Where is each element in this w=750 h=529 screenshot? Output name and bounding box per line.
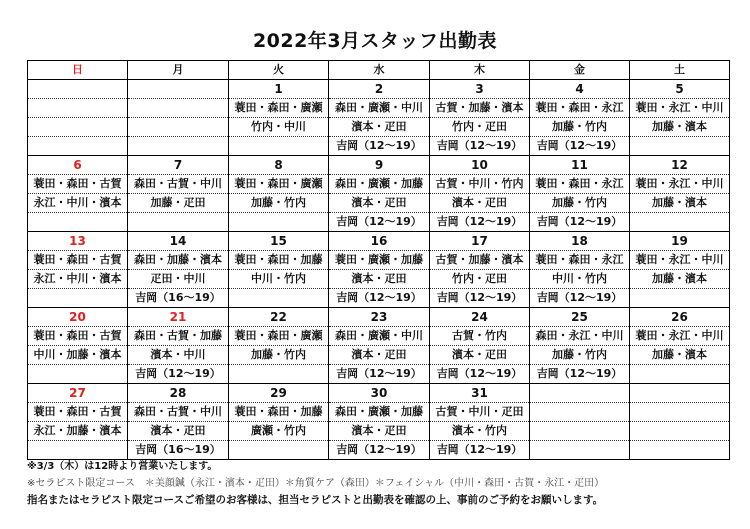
day-number: 19 <box>630 232 730 251</box>
staff-line-3: 吉岡（12〜19） <box>430 365 530 384</box>
week-5-day-number-row <box>28 384 730 403</box>
week-4-day-number-row <box>28 308 730 327</box>
staff-line-1: 森田・廣瀬・中川 <box>329 327 430 346</box>
staff-line-1: 森田・廣瀬・加藤 <box>329 403 430 422</box>
schedule-table <box>27 60 730 460</box>
staff-line-3 <box>28 137 128 156</box>
staff-line-2: 加藤・濱本 <box>630 118 730 137</box>
staff-line-2: 永江・中川・濱本 <box>28 194 128 213</box>
staff-line-3: 吉岡（16〜19） <box>128 441 229 460</box>
staff-line-3: 吉岡（12〜19） <box>430 213 530 232</box>
staff-line-2: 加藤・濱本 <box>630 194 730 213</box>
staff-line-1: 蓑田・森田・加藤 <box>229 403 329 422</box>
day-number: 29 <box>229 384 329 403</box>
reservation-note: 指名またはセラピスト限定コースご希望のお客様は、担当セラピストと出勤表を確認の上、事前のご予約をお願いします。 <box>27 494 604 506</box>
staff-line-3: 吉岡（12〜19） <box>430 441 530 460</box>
staff-line-1 <box>128 99 229 118</box>
day-number: 16 <box>329 232 430 251</box>
staff-line-2: 加藤・竹内 <box>229 346 329 365</box>
staff-line-2: 濱本・疋田 <box>329 422 430 441</box>
week-2-staff-line-2-row <box>28 194 730 213</box>
staff-line-1: 古賀・加藤・濱本 <box>430 251 530 270</box>
staff-line-1: 蓑田・森田・加藤 <box>229 251 329 270</box>
staff-line-2 <box>28 118 128 137</box>
staff-line-1: 蓑田・森田・古賀 <box>28 175 128 194</box>
staff-line-3: 吉岡（12〜19） <box>530 213 630 232</box>
day-number <box>128 80 229 99</box>
staff-line-2: 中川・竹内 <box>229 270 329 289</box>
staff-line-2: 加藤・濱本 <box>630 346 730 365</box>
day-number: 8 <box>229 156 329 175</box>
weekday-header-row <box>28 61 730 80</box>
day-number: 15 <box>229 232 329 251</box>
day-number: 4 <box>530 80 630 99</box>
staff-line-1: 蓑田・森田・廣瀬 <box>229 99 329 118</box>
staff-line-3 <box>630 365 730 384</box>
staff-line-1: 古賀・中川・竹内 <box>430 175 530 194</box>
day-number: 11 <box>530 156 630 175</box>
staff-line-1: 蓑田・森田・永江 <box>530 251 630 270</box>
staff-line-1: 蓑田・森田・古賀 <box>28 327 128 346</box>
staff-line-3: 吉岡（12〜19） <box>329 137 430 156</box>
day-number: 2 <box>329 80 430 99</box>
staff-line-2: 竹内・疋田 <box>430 270 530 289</box>
staff-line-3 <box>229 365 329 384</box>
day-number: 22 <box>229 308 329 327</box>
staff-line-3: 吉岡（12〜19） <box>128 365 229 384</box>
weekday-header-monday: 月 <box>128 61 229 80</box>
staff-line-3: 吉岡（12〜19） <box>530 137 630 156</box>
weekday-header-thursday: 木 <box>430 61 530 80</box>
staff-line-1: 森田・加藤・濱本 <box>128 251 229 270</box>
weekday-header-tuesday: 火 <box>229 61 329 80</box>
staff-line-1: 古賀・中川・疋田 <box>430 403 530 422</box>
day-number: 30 <box>329 384 430 403</box>
day-number <box>530 384 630 403</box>
staff-line-2: 加藤・疋田 <box>128 194 229 213</box>
day-number: 9 <box>329 156 430 175</box>
week-1-staff-line-2-row <box>28 118 730 137</box>
staff-line-1: 蓑田・永江・中川 <box>630 175 730 194</box>
staff-line-1: 蓑田・永江・中川 <box>630 251 730 270</box>
staff-line-2: 濱本・竹内 <box>430 422 530 441</box>
weekday-header-saturday: 土 <box>630 61 730 80</box>
day-number: 3 <box>430 80 530 99</box>
staff-line-2 <box>128 118 229 137</box>
staff-line-2: 廣瀬・竹内 <box>229 422 329 441</box>
staff-line-2: 中川・加藤・濱本 <box>28 346 128 365</box>
staff-line-3 <box>28 289 128 308</box>
day-number: 18 <box>530 232 630 251</box>
page-title: 2022年3月スタッフ出勤表 <box>252 30 498 52</box>
week-5-staff-line-2-row <box>28 422 730 441</box>
staff-line-3 <box>28 213 128 232</box>
staff-line-1: 森田・古賀・中川 <box>128 403 229 422</box>
staff-line-3 <box>630 289 730 308</box>
staff-line-2: 加藤・竹内 <box>530 346 630 365</box>
staff-line-1: 蓑田・永江・中川 <box>630 327 730 346</box>
therapist-course-note: ※セラピスト限定コース ＊美顔鍼（永江・濱本・疋田）＊角質ケア（森田）＊フェイシャル（中川・森田・古賀・永江・疋田） <box>27 478 605 489</box>
week-5-staff-line-1-row <box>28 403 730 422</box>
week-3-staff-line-1-row <box>28 251 730 270</box>
staff-line-3: 吉岡（12〜19） <box>329 441 430 460</box>
day-number: 10 <box>430 156 530 175</box>
day-number: 14 <box>128 232 229 251</box>
staff-line-1 <box>630 403 730 422</box>
staff-line-1: 森田・廣瀬・中川 <box>329 99 430 118</box>
weekday-header-sunday: 日 <box>28 61 128 80</box>
staff-line-3: 吉岡（12〜19） <box>430 137 530 156</box>
staff-line-1: 蓑田・森田・古賀 <box>28 251 128 270</box>
week-1-staff-line-3-row <box>28 137 730 156</box>
staff-line-3: 吉岡（12〜19） <box>329 365 430 384</box>
staff-line-2: 加藤・濱本 <box>630 270 730 289</box>
staff-line-3 <box>630 137 730 156</box>
day-number: 28 <box>128 384 229 403</box>
staff-line-2: 中川・竹内 <box>530 270 630 289</box>
staff-line-1: 蓑田・森田・廣瀬 <box>229 327 329 346</box>
week-1-staff-line-1-row <box>28 99 730 118</box>
day-number <box>28 80 128 99</box>
staff-line-2 <box>630 422 730 441</box>
staff-line-1: 森田・古賀・中川 <box>128 175 229 194</box>
staff-line-2: 加藤・竹内 <box>530 118 630 137</box>
staff-line-2: 濱本・疋田 <box>329 118 430 137</box>
week-2-staff-line-3-row <box>28 213 730 232</box>
staff-line-1: 蓑田・永江・中川 <box>630 99 730 118</box>
staff-line-2: 濱本・疋田 <box>329 346 430 365</box>
staff-line-1: 森田・廣瀬・加藤 <box>329 175 430 194</box>
staff-line-1: 蓑田・森田・廣瀬 <box>229 175 329 194</box>
staff-line-3: 吉岡（12〜19） <box>530 289 630 308</box>
day-number: 7 <box>128 156 229 175</box>
staff-line-2: 濱本・疋田 <box>430 346 530 365</box>
staff-line-3 <box>128 213 229 232</box>
staff-line-1 <box>28 99 128 118</box>
staff-line-3 <box>128 137 229 156</box>
day-number: 23 <box>329 308 430 327</box>
staff-line-2: 加藤・竹内 <box>229 194 329 213</box>
week-4-staff-line-3-row <box>28 365 730 384</box>
staff-line-3: 吉岡（12〜19） <box>329 213 430 232</box>
day-number: 31 <box>430 384 530 403</box>
staff-line-3 <box>229 137 329 156</box>
staff-line-2: 濱本・中川 <box>128 346 229 365</box>
staff-line-3 <box>229 289 329 308</box>
weekday-header-friday: 金 <box>530 61 630 80</box>
staff-line-1: 森田・永江・中川 <box>530 327 630 346</box>
day-number: 13 <box>28 232 128 251</box>
staff-line-1: 蓑田・森田・古賀 <box>28 403 128 422</box>
staff-line-2: 濱本・疋田 <box>329 270 430 289</box>
staff-line-2: 濱本・疋田 <box>128 422 229 441</box>
staff-line-3 <box>229 213 329 232</box>
staff-line-3: 吉岡（16〜19） <box>128 289 229 308</box>
staff-line-3: 吉岡（12〜19） <box>430 289 530 308</box>
staff-line-2: 竹内・中川 <box>229 118 329 137</box>
week-3-staff-line-3-row <box>28 289 730 308</box>
staff-line-1: 蓑田・森田・永江 <box>530 99 630 118</box>
staff-line-1: 蓑田・廣瀬・加藤 <box>329 251 430 270</box>
staff-line-3 <box>28 365 128 384</box>
staff-line-2: 濱本・疋田 <box>430 194 530 213</box>
day-number: 21 <box>128 308 229 327</box>
staff-line-2: 永江・加藤・濱本 <box>28 422 128 441</box>
staff-line-2: 竹内・疋田 <box>430 118 530 137</box>
week-3-staff-line-2-row <box>28 270 730 289</box>
staff-line-2: 永江・中川・濱本 <box>28 270 128 289</box>
staff-line-2: 濱本・疋田 <box>329 194 430 213</box>
weekday-header-wednesday: 水 <box>329 61 430 80</box>
day-number: 12 <box>630 156 730 175</box>
staff-line-1: 古賀・加藤・濱本 <box>430 99 530 118</box>
day-number <box>630 384 730 403</box>
staff-line-3: 吉岡（12〜19） <box>530 365 630 384</box>
day-number: 25 <box>530 308 630 327</box>
week-2-staff-line-1-row <box>28 175 730 194</box>
staff-line-1: 蓑田・森田・永江 <box>530 175 630 194</box>
business-hours-note: ※3/3（木）は12時より営業いたします。 <box>27 461 218 472</box>
staff-line-1 <box>530 403 630 422</box>
week-4-staff-line-2-row <box>28 346 730 365</box>
day-number: 24 <box>430 308 530 327</box>
staff-line-2 <box>530 422 630 441</box>
staff-line-2: 疋田・中川 <box>128 270 229 289</box>
staff-line-1: 古賀・竹内 <box>430 327 530 346</box>
day-number: 20 <box>28 308 128 327</box>
day-number: 17 <box>430 232 530 251</box>
staff-line-3 <box>630 213 730 232</box>
week-3-day-number-row <box>28 232 730 251</box>
week-2-day-number-row <box>28 156 730 175</box>
day-number: 27 <box>28 384 128 403</box>
day-number: 5 <box>630 80 730 99</box>
staff-line-1: 森田・古賀・加藤 <box>128 327 229 346</box>
week-4-staff-line-1-row <box>28 327 730 346</box>
staff-line-2: 加藤・竹内 <box>530 194 630 213</box>
day-number: 1 <box>229 80 329 99</box>
day-number: 26 <box>630 308 730 327</box>
week-1-day-number-row <box>28 80 730 99</box>
staff-line-3: 吉岡（12〜19） <box>329 289 430 308</box>
day-number: 6 <box>28 156 128 175</box>
